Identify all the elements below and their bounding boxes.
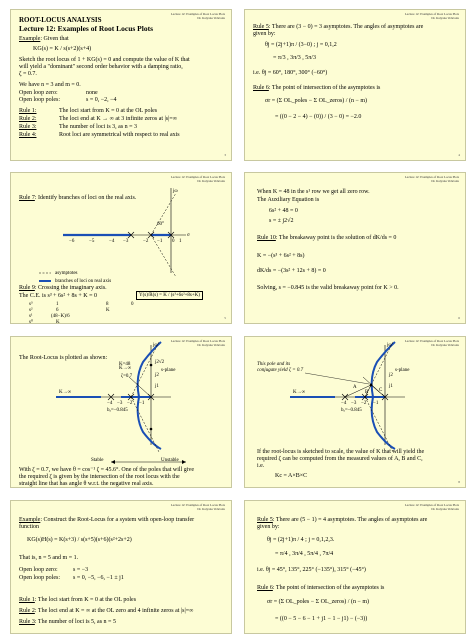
example-line-2: function (19, 524, 39, 530)
with-line-3: straight line that has angle θ w.r.t. the negative real axis. (19, 481, 154, 487)
theta-values: = π/3 , 3π/3 , 5π/3 (273, 55, 316, 61)
pole-note-2: conjugate yield ζ = 0.7 (257, 368, 304, 373)
rule10-line: Rule 10: The breakaway point is the solution of dK/ds = 0 (257, 235, 397, 241)
label-a: A (353, 385, 357, 390)
axis-tick: −2 (361, 401, 367, 406)
page-number: 3 (224, 153, 226, 157)
breakaway-label: bₐ=−0.845 (107, 408, 128, 413)
axis-tick: −1 (373, 401, 379, 406)
slide-header: Lecture 12: Examples of Root Locus Plots Dr. Kalyana Veluvolu (404, 175, 459, 183)
label-b: B (365, 390, 369, 395)
rule6-line: Rule 6: The point of intersection of the asymptotes is (257, 585, 385, 591)
transfer-function: KG(s)H(s) = K(s+3) / s(s+5)(s+6)(s²+2s+2) (27, 537, 132, 543)
zeta-label: ζ=0.7 (121, 374, 133, 379)
page-number: 4 (458, 153, 460, 157)
dk-equation: dK/ds = −(3s² + 12s + 8) = 0 (257, 268, 326, 274)
aux-equation-1: 6s² + 48 = 0 (269, 208, 298, 214)
damping-ratio: ζ = 0.7. (19, 71, 37, 77)
open-loop-poles-value: s = 0, −2, −4 (86, 97, 117, 103)
k-infinity-left: K→∞ (293, 390, 306, 395)
slide-5 (10, 336, 232, 488)
rule5-line-2: given by: (257, 524, 280, 530)
rule-text: Root loci are symmetrical with respect to real axis (59, 132, 180, 138)
legend-branches: branches of loci on real axis (55, 279, 112, 284)
rule-text: The loci start from K = 0 at the OL poles (59, 108, 158, 114)
label-c: C (379, 388, 383, 393)
n-m-line: We have n = 3 and m = 0. (19, 82, 81, 88)
theta-equation: θj = (2j+1)π / (3−0) ; j = 0,1,2 (265, 42, 337, 48)
theta-degrees: i.e. θj = 45°, 135°, 225° (−135°), 315° (−45°) (257, 567, 366, 573)
rule-label: Rule 4: (19, 132, 37, 138)
rule-label: Rule 2: (19, 116, 37, 122)
legend-asymptotes: asymptotes (55, 271, 78, 276)
open-loop-poles-value: s = 0, −5, −6, −1 ± j1 (73, 575, 124, 581)
sigma-equation: σr = (Σ OL_poles − Σ OL_zeros) / (n − m) (267, 599, 370, 605)
open-loop-zero-value: none (86, 90, 98, 96)
theta-degrees: i.e. θj = 60°, 180°, 300° (−60°) (253, 70, 328, 76)
open-loop-zero-value: s = −3 (73, 567, 89, 573)
s-plane-label: s-plane (395, 368, 410, 373)
page-number: 8 (458, 480, 460, 484)
axis-tick: −2 (127, 401, 133, 406)
jw-axis-label: jω (387, 343, 392, 348)
if-line-2: required ζ can be computed from the measured values of A, B and C, (257, 456, 423, 462)
slide-2 (244, 9, 466, 161)
plotted-line: The Root-Locus is plotted as shown: (19, 355, 108, 361)
sketch-line-1: Sketch the root locus of 1 + KG(s) = 0 and compute the value of K that (19, 57, 190, 63)
slide-header: Lecture 12: Examples of Root Locus Plots Dr. Kalyana Veluvolu (170, 175, 225, 183)
slide-header: Lecture 12: Examples of Root Locus Plots Dr. Kalyana Veluvolu (404, 503, 459, 511)
slide-header: Lecture 12: Examples of Root Locus Plots Dr. Kalyana Veluvolu (170, 12, 225, 20)
sigma-axis-label: σ (187, 233, 190, 238)
axis-tick: −2 (143, 239, 149, 244)
axis-tick: 1 (179, 239, 182, 244)
breakaway-label: bₐ=−0.845 (341, 408, 362, 413)
slide-header: Lecture 12: Examples of Root Locus Plots Dr. Kalyana Veluvolu (404, 339, 459, 347)
when-line: When K = 48 in the s¹ row we get all zero row. (257, 189, 370, 195)
page-number: 5 (224, 316, 226, 320)
rule2-line: Rule 2: The loci end at K = ∞ at the OL zero and 4 infinite zeros at |s|=∞ (19, 608, 194, 614)
transfer-function: KG(s) = K / s(s+2)(s+4) (33, 46, 92, 52)
theta-equation: θj = (2j+1)π / 4 ; j = 0,1,2,3. (267, 537, 335, 543)
axis-tick: 0 (172, 239, 175, 244)
stable-label: Stable (91, 458, 104, 463)
slide-header: Lecture 12: Examples of Root Locus Plots Dr. Kalyana Veluvolu (404, 12, 459, 20)
lecture-title: Lecture 12: Examples of Root Locus Plots (19, 24, 154, 33)
j1-label: j1 (389, 384, 393, 389)
axis-tick: −3 (117, 401, 123, 406)
sigma-equation: σr = (Σ OL_poles − Σ OL_zeros) / (n − m) (265, 98, 368, 104)
aux-line: The Auxiliary Equation is (257, 197, 320, 203)
rule6-line: Rule 6: The point of intersection of the asymptotes is (253, 85, 381, 91)
j2-label: j2 (389, 373, 393, 378)
asymptote-angle: 60° (157, 222, 164, 227)
open-loop-poles-label: Open loop poles: (19, 575, 60, 581)
example-line: Example: Construct the Root-Locus for a system with open-loop transfer (19, 517, 195, 523)
jw-axis-label: jω (173, 189, 178, 194)
jw-axis-label: jω (153, 343, 158, 348)
characteristic-equation: The C.E. is s³ + 6s² + 8s + K = 0 (19, 293, 97, 299)
slide-header: Lecture 12: Examples of Root Locus Plots Dr. Kalyana Veluvolu (170, 503, 225, 511)
section-title: ROOT-LOCUS ANALYSIS (19, 16, 102, 24)
open-loop-zero-label: Open loop zero: (19, 90, 58, 96)
axis-tick: −1 (139, 401, 145, 406)
closed-loop-tf: Y(s)/R(s) = K / (s³+6s²+8s+K) (136, 291, 203, 300)
if-line-3: i.e. (257, 463, 265, 469)
k48-label: K=48 (119, 362, 131, 367)
axis-tick: −4 (109, 239, 115, 244)
sigma-calculation: = ((0 − 5 − 6 − 1 + j1 − 1 − j1) − (−3)) (275, 616, 368, 622)
solving-line: Solving, s = −0.845 is the valid breakaway point for K > 0. (257, 285, 399, 291)
slide-3: Lecture 12: Examples of Root Locus Plots Dr. Kalyana Veluvolu Rule 7: Identify branches of loci on the real axis. jω σ 60° −6 −5 −4 −3 −2 −1 0 1 asymptotes branches of loci on real axis Rule 9: Crossing the imaginary axis. The C.E. is s³ + 6s² + 8s + K = 0 Y(s)/R(s) = K / (s³+6s²+8s+K) s³ 1 8 0 s² 6 K s¹ (48−K)/6 s⁰ K 5 (10, 172, 232, 324)
axis-tick: −4 (107, 401, 113, 406)
unstable-label: Unstable (161, 458, 179, 463)
rule5-line: Rule 5: There are (5 − 1) = 4 asymptotes. The angles of asymptotes are (257, 517, 428, 523)
k-equation: K = −(s³ + 6s² + 8s) (257, 253, 305, 259)
with-line-2: the required ζ is given by the intersection of the root locus with the (19, 474, 180, 480)
pole-note-1: This pole and its (257, 362, 291, 367)
slide-7 (10, 500, 232, 634)
rule-text: The number of loci is 3, as n = 3 (59, 124, 138, 130)
axis-tick: −4 (341, 401, 347, 406)
rule7-line: Rule 7: Identify branches of loci on the real axis. (19, 195, 137, 201)
rule-label: Rule 3: (19, 124, 37, 130)
sketch-line-2: will yield a "dominant" second order behavior with a damping ratio, (19, 64, 183, 70)
slide-8 (244, 500, 466, 634)
real-axis-diagram (11, 173, 231, 323)
j2sqrt2-label: j2√2 (155, 360, 165, 365)
rule9-line: Rule 9: Crossing the imaginary axis. (19, 285, 107, 291)
slide-1 (10, 9, 232, 161)
sigma-calculation: = ((0 − 2 − 4) − (0)) / (3 − 0) = −2.0 (275, 114, 362, 120)
k-infinity-label: K→∞ (119, 366, 132, 371)
rule3-line: Rule 3: The number of loci is 5, as n = 5 (19, 619, 116, 625)
slide-4 (244, 172, 466, 324)
theta-values: = π/4 , 3π/4 , 5π/4 , 7π/4 (275, 551, 334, 557)
slide-header: Lecture 12: Examples of Root Locus Plots Dr. Kalyana Veluvolu (170, 339, 225, 347)
rule-label: Rule 1: (19, 108, 37, 114)
k-infinity-left: K→∞ (59, 390, 72, 395)
axis-tick: −3 (123, 239, 129, 244)
page-number: 6 (458, 316, 460, 320)
rule5-line: Rule 5: There are (3 − 0) = 3 asymptotes. The angles of asymptotes are (253, 24, 424, 30)
with-line-1: With ζ = 0.7, we have θ = cos⁻¹ ζ = 45.6°. One of the poles that will give (19, 467, 195, 473)
rule5-line-2: given by: (253, 31, 276, 37)
axis-tick: −1 (157, 239, 163, 244)
kc-equation: Kc = A×B×C (275, 473, 308, 479)
j1-label: j1 (155, 384, 159, 389)
n-m-line: That is, n = 5 and m = 1. (19, 555, 79, 561)
aux-equation-2: s = ± j2√2 (269, 218, 294, 224)
open-loop-poles-label: Open loop poles: (19, 97, 60, 103)
axis-tick: −3 (351, 401, 357, 406)
axis-tick: −5 (89, 239, 95, 244)
rule1-line: Rule 1: The loci start from K = 0 at the OL poles (19, 597, 137, 603)
open-loop-zero-label: Open loop zero: (19, 567, 58, 573)
s-plane-label: s-plane (161, 368, 176, 373)
rule-text: The loci end at K → ∞ at 3 infinite zeros at |s|=∞ (59, 116, 177, 122)
axis-tick: −6 (69, 239, 75, 244)
slide-6 (244, 336, 466, 488)
if-line-1: If the root-locus is sketched to scale, the value of K that will yield the (257, 449, 425, 455)
j2-label: j2 (155, 373, 159, 378)
example-line: Example: Given that (19, 36, 69, 42)
